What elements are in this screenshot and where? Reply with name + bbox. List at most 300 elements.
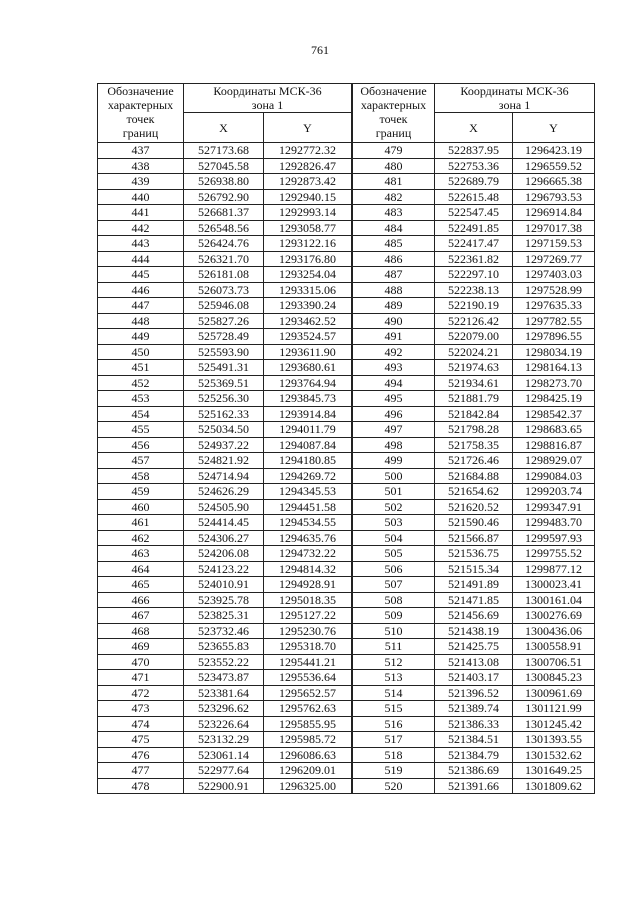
table-row: [353, 685, 595, 701]
y-coordinate-cell: 1293914.84: [264, 406, 352, 422]
y-coordinate-cell: 1300845.23: [513, 670, 595, 686]
point-number-cell: 516: [353, 716, 435, 732]
table-row: [353, 391, 595, 407]
x-coordinate-cell: 522900.91: [184, 778, 264, 794]
table-row: [98, 422, 352, 438]
y-coordinate-cell: 1299597.93: [513, 530, 595, 546]
y-coordinate-cell: 1293764.94: [264, 375, 352, 391]
table-row: [353, 654, 595, 670]
table-row: [353, 158, 595, 174]
point-number-cell: 461: [98, 515, 184, 531]
table-row: [98, 747, 352, 763]
table-row: [98, 189, 352, 205]
x-coordinate-cell: 527045.58: [184, 158, 264, 174]
x-coordinate-cell: 521384.51: [435, 732, 513, 748]
table-row: [353, 670, 595, 686]
y-coordinate-cell: 1301393.55: [513, 732, 595, 748]
y-coordinate-cell: 1301245.42: [513, 716, 595, 732]
table-row: [98, 530, 352, 546]
x-coordinate-cell: 522079.00: [435, 329, 513, 345]
y-coordinate-cell: 1292873.42: [264, 174, 352, 190]
point-number-cell: 507: [353, 577, 435, 593]
point-number-cell: 517: [353, 732, 435, 748]
point-number-cell: 463: [98, 546, 184, 562]
y-coordinate-cell: 1297635.33: [513, 298, 595, 314]
y-coordinate-cell: 1300023.41: [513, 577, 595, 593]
x-coordinate-cell: 521403.17: [435, 670, 513, 686]
point-number-cell: 450: [98, 344, 184, 360]
y-coordinate-cell: 1300161.04: [513, 592, 595, 608]
point-number-cell: 449: [98, 329, 184, 345]
y-coordinate-cell: 1293254.04: [264, 267, 352, 283]
x-coordinate-cell: 521386.33: [435, 716, 513, 732]
y-coordinate-cell: 1292940.15: [264, 189, 352, 205]
x-coordinate-cell: 522297.10: [435, 267, 513, 283]
x-column-header: X: [435, 113, 513, 143]
table-row: [98, 329, 352, 345]
point-number-cell: 481: [353, 174, 435, 190]
x-coordinate-cell: 526424.76: [184, 236, 264, 252]
point-number-cell: 468: [98, 623, 184, 639]
y-coordinate-cell: 1295318.70: [264, 639, 352, 655]
point-number-cell: 439: [98, 174, 184, 190]
table-row: [98, 654, 352, 670]
point-number-cell: 438: [98, 158, 184, 174]
point-number-cell: 444: [98, 251, 184, 267]
y-coordinate-cell: 1294180.85: [264, 453, 352, 469]
y-coordinate-cell: 1298164.13: [513, 360, 595, 376]
x-coordinate-cell: 521726.46: [435, 453, 513, 469]
x-coordinate-cell: 523226.64: [184, 716, 264, 732]
x-coordinate-cell: 522190.19: [435, 298, 513, 314]
table-row: [353, 639, 595, 655]
y-coordinate-cell: 1295652.57: [264, 685, 352, 701]
x-coordinate-cell: 521536.75: [435, 546, 513, 562]
x-coordinate-cell: 524505.90: [184, 499, 264, 515]
table-row: [98, 282, 352, 298]
y-coordinate-cell: 1294451.58: [264, 499, 352, 515]
point-number-cell: 515: [353, 701, 435, 717]
x-coordinate-cell: 522417.47: [435, 236, 513, 252]
x-coordinate-cell: 523381.64: [184, 685, 264, 701]
table-row: [98, 158, 352, 174]
point-number-cell: 469: [98, 639, 184, 655]
y-coordinate-cell: 1297896.55: [513, 329, 595, 345]
point-number-cell: 462: [98, 530, 184, 546]
table-row: [98, 220, 352, 236]
y-coordinate-cell: 1298425.19: [513, 391, 595, 407]
point-number-cell: 512: [353, 654, 435, 670]
point-number-cell: 455: [98, 422, 184, 438]
x-coordinate-cell: 525491.31: [184, 360, 264, 376]
point-number-cell: 500: [353, 468, 435, 484]
y-coordinate-cell: 1293315.06: [264, 282, 352, 298]
x-coordinate-cell: 522361.82: [435, 251, 513, 267]
point-number-cell: 478: [98, 778, 184, 794]
point-number-cell: 447: [98, 298, 184, 314]
point-number-cell: 511: [353, 639, 435, 655]
table-row: [353, 329, 595, 345]
x-coordinate-cell: 523473.87: [184, 670, 264, 686]
point-number-cell: 520: [353, 778, 435, 794]
point-number-cell: 476: [98, 747, 184, 763]
table-row: [98, 546, 352, 562]
x-coordinate-cell: 521654.62: [435, 484, 513, 500]
y-coordinate-cell: 1299347.91: [513, 499, 595, 515]
point-number-cell: 485: [353, 236, 435, 252]
left-table-body: [98, 143, 352, 794]
table-row: [353, 406, 595, 422]
y-coordinate-cell: 1299877.12: [513, 561, 595, 577]
point-number-cell: 505: [353, 546, 435, 562]
table-row: [98, 205, 352, 221]
y-coordinate-cell: 1297159.53: [513, 236, 595, 252]
point-number-cell: 510: [353, 623, 435, 639]
y-coordinate-cell: 1297017.38: [513, 220, 595, 236]
x-coordinate-cell: 521384.79: [435, 747, 513, 763]
y-coordinate-cell: 1292826.47: [264, 158, 352, 174]
y-coordinate-cell: 1298273.70: [513, 375, 595, 391]
point-number-cell: 442: [98, 220, 184, 236]
point-number-cell: 460: [98, 499, 184, 515]
table-row: [98, 298, 352, 314]
table-row: [98, 251, 352, 267]
table-row: [353, 298, 595, 314]
table-row: [98, 763, 352, 779]
y-coordinate-cell: 1298929.07: [513, 453, 595, 469]
y-coordinate-cell: 1294928.91: [264, 577, 352, 593]
y-coordinate-cell: 1299203.74: [513, 484, 595, 500]
y-coordinate-cell: 1297782.55: [513, 313, 595, 329]
point-number-cell: 480: [353, 158, 435, 174]
table-row: [98, 670, 352, 686]
x-coordinate-cell: 525593.90: [184, 344, 264, 360]
x-coordinate-cell: 523732.46: [184, 623, 264, 639]
point-number-cell: 451: [98, 360, 184, 376]
point-number-cell: 491: [353, 329, 435, 345]
table-row: [98, 267, 352, 283]
x-coordinate-cell: 525034.50: [184, 422, 264, 438]
table-row: [353, 608, 595, 624]
point-number-cell: 446: [98, 282, 184, 298]
y-coordinate-cell: 1293680.61: [264, 360, 352, 376]
x-coordinate-cell: 524206.08: [184, 546, 264, 562]
y-coordinate-cell: 1293462.52: [264, 313, 352, 329]
point-number-cell: 443: [98, 236, 184, 252]
x-coordinate-cell: 524414.45: [184, 515, 264, 531]
y-coordinate-cell: 1292772.32: [264, 143, 352, 159]
y-coordinate-cell: 1293845.73: [264, 391, 352, 407]
x-coordinate-cell: 521798.28: [435, 422, 513, 438]
y-coordinate-cell: 1294087.84: [264, 437, 352, 453]
table-row: [353, 763, 595, 779]
table-row: [353, 282, 595, 298]
point-number-cell: 465: [98, 577, 184, 593]
point-number-cell: 518: [353, 747, 435, 763]
x-coordinate-cell: 521438.19: [435, 623, 513, 639]
table-row: [98, 360, 352, 376]
x-coordinate-cell: 524306.27: [184, 530, 264, 546]
point-label-header: Обозначение характерных точек границ: [98, 84, 184, 143]
table-row: [98, 406, 352, 422]
y-coordinate-cell: 1297528.99: [513, 282, 595, 298]
y-coordinate-cell: 1299755.52: [513, 546, 595, 562]
table-row: [98, 453, 352, 469]
table-row: [353, 143, 595, 159]
y-coordinate-cell: 1301809.62: [513, 778, 595, 794]
page-number: 761: [311, 43, 329, 57]
table-row: [98, 623, 352, 639]
table-row: [98, 313, 352, 329]
table-row: [353, 251, 595, 267]
y-coordinate-cell: 1298683.65: [513, 422, 595, 438]
y-coordinate-cell: 1294534.55: [264, 515, 352, 531]
x-coordinate-cell: 521396.52: [435, 685, 513, 701]
table-row: [98, 437, 352, 453]
x-coordinate-cell: 526792.90: [184, 189, 264, 205]
y-coordinate-cell: 1294635.76: [264, 530, 352, 546]
coordinates-table-right: [352, 83, 595, 794]
point-number-cell: 453: [98, 391, 184, 407]
y-coordinate-cell: 1301121.99: [513, 701, 595, 717]
point-number-cell: 498: [353, 437, 435, 453]
x-coordinate-cell: 521566.87: [435, 530, 513, 546]
coordinate-system-header: Координаты МСК-36 зона 1: [184, 84, 352, 113]
point-number-cell: 472: [98, 685, 184, 701]
y-coordinate-cell: 1296325.00: [264, 778, 352, 794]
table-row: [353, 375, 595, 391]
point-number-cell: 493: [353, 360, 435, 376]
point-number-cell: 509: [353, 608, 435, 624]
table-row: [98, 391, 352, 407]
x-coordinate-cell: 524010.91: [184, 577, 264, 593]
y-coordinate-cell: 1297269.77: [513, 251, 595, 267]
x-column-header: X: [184, 113, 264, 143]
point-number-cell: 458: [98, 468, 184, 484]
y-coordinate-cell: 1298034.19: [513, 344, 595, 360]
point-number-cell: 488: [353, 282, 435, 298]
point-number-cell: 501: [353, 484, 435, 500]
y-coordinate-cell: 1295985.72: [264, 732, 352, 748]
y-coordinate-cell: 1301649.25: [513, 763, 595, 779]
x-coordinate-cell: 525256.30: [184, 391, 264, 407]
x-coordinate-cell: 521515.34: [435, 561, 513, 577]
x-coordinate-cell: 523655.83: [184, 639, 264, 655]
point-number-cell: 459: [98, 484, 184, 500]
point-number-cell: 471: [98, 670, 184, 686]
point-number-cell: 497: [353, 422, 435, 438]
table-row: [353, 732, 595, 748]
point-number-cell: 457: [98, 453, 184, 469]
x-coordinate-cell: 521391.66: [435, 778, 513, 794]
table-row: [353, 778, 595, 794]
table-row: [98, 174, 352, 190]
y-coordinate-cell: 1293611.90: [264, 344, 352, 360]
table-row: [353, 701, 595, 717]
table-row: [353, 360, 595, 376]
point-number-cell: 494: [353, 375, 435, 391]
point-number-cell: 506: [353, 561, 435, 577]
x-coordinate-cell: 526073.73: [184, 282, 264, 298]
x-coordinate-cell: 526681.37: [184, 205, 264, 221]
point-number-cell: 502: [353, 499, 435, 515]
table-row: [98, 716, 352, 732]
x-coordinate-cell: 525162.33: [184, 406, 264, 422]
y-coordinate-cell: 1300436.06: [513, 623, 595, 639]
x-coordinate-cell: 523925.78: [184, 592, 264, 608]
right-table-body: [353, 143, 595, 794]
table-row: [98, 685, 352, 701]
table-row: [98, 468, 352, 484]
point-number-cell: 513: [353, 670, 435, 686]
point-number-cell: 486: [353, 251, 435, 267]
x-coordinate-cell: 524626.29: [184, 484, 264, 500]
y-coordinate-cell: 1296793.53: [513, 189, 595, 205]
x-coordinate-cell: 523296.62: [184, 701, 264, 717]
x-coordinate-cell: 521425.75: [435, 639, 513, 655]
x-coordinate-cell: 523825.31: [184, 608, 264, 624]
y-coordinate-cell: 1293122.16: [264, 236, 352, 252]
table-row: [353, 716, 595, 732]
x-coordinate-cell: 523061.14: [184, 747, 264, 763]
table-row: [98, 732, 352, 748]
y-coordinate-cell: 1295441.21: [264, 654, 352, 670]
point-number-cell: 508: [353, 592, 435, 608]
y-coordinate-cell: 1299084.03: [513, 468, 595, 484]
y-coordinate-cell: 1296086.63: [264, 747, 352, 763]
table-row: [353, 205, 595, 221]
table-row: [353, 515, 595, 531]
y-coordinate-cell: 1301532.62: [513, 747, 595, 763]
y-coordinate-cell: 1295536.64: [264, 670, 352, 686]
table-row: [353, 577, 595, 593]
x-coordinate-cell: 525369.51: [184, 375, 264, 391]
point-number-cell: 492: [353, 344, 435, 360]
table-row: [98, 143, 352, 159]
x-coordinate-cell: 527173.68: [184, 143, 264, 159]
x-coordinate-cell: 521491.89: [435, 577, 513, 593]
x-coordinate-cell: 522491.85: [435, 220, 513, 236]
point-number-cell: 504: [353, 530, 435, 546]
x-coordinate-cell: 524714.94: [184, 468, 264, 484]
x-coordinate-cell: 522238.13: [435, 282, 513, 298]
table-row: [353, 747, 595, 763]
x-coordinate-cell: 526548.56: [184, 220, 264, 236]
table-row: [353, 437, 595, 453]
table-row: [353, 468, 595, 484]
y-coordinate-cell: 1293058.77: [264, 220, 352, 236]
point-number-cell: 482: [353, 189, 435, 205]
point-number-cell: 456: [98, 437, 184, 453]
table-row: [353, 561, 595, 577]
x-coordinate-cell: 524937.22: [184, 437, 264, 453]
x-coordinate-cell: 521620.52: [435, 499, 513, 515]
y-coordinate-cell: 1296665.38: [513, 174, 595, 190]
table-row: [353, 499, 595, 515]
y-coordinate-cell: 1298816.87: [513, 437, 595, 453]
x-coordinate-cell: 522126.42: [435, 313, 513, 329]
table-row: [98, 608, 352, 624]
point-number-cell: 496: [353, 406, 435, 422]
point-number-cell: 477: [98, 763, 184, 779]
x-coordinate-cell: 521413.08: [435, 654, 513, 670]
y-coordinate-cell: 1295855.95: [264, 716, 352, 732]
y-coordinate-cell: 1296914.84: [513, 205, 595, 221]
table-row: [353, 313, 595, 329]
x-coordinate-cell: 525728.49: [184, 329, 264, 345]
x-coordinate-cell: 521758.35: [435, 437, 513, 453]
table-row: [353, 189, 595, 205]
x-coordinate-cell: 522615.48: [435, 189, 513, 205]
table-row: [98, 515, 352, 531]
x-coordinate-cell: 523552.22: [184, 654, 264, 670]
table-row: [353, 592, 595, 608]
point-number-cell: 484: [353, 220, 435, 236]
y-coordinate-cell: 1294732.22: [264, 546, 352, 562]
point-number-cell: 489: [353, 298, 435, 314]
x-coordinate-cell: 522977.64: [184, 763, 264, 779]
y-coordinate-cell: 1297403.03: [513, 267, 595, 283]
point-label-header: Обозначение характерных точек границ: [353, 84, 435, 143]
y-coordinate-cell: 1293390.24: [264, 298, 352, 314]
point-number-cell: 445: [98, 267, 184, 283]
table-row: [98, 375, 352, 391]
table-row: [353, 453, 595, 469]
y-coordinate-cell: 1298542.37: [513, 406, 595, 422]
x-coordinate-cell: 525827.26: [184, 313, 264, 329]
point-number-cell: 514: [353, 685, 435, 701]
point-number-cell: 452: [98, 375, 184, 391]
table-row: [98, 344, 352, 360]
x-coordinate-cell: 521456.69: [435, 608, 513, 624]
x-coordinate-cell: 521842.84: [435, 406, 513, 422]
table-row: [353, 267, 595, 283]
x-coordinate-cell: 521684.88: [435, 468, 513, 484]
y-coordinate-cell: 1300276.69: [513, 608, 595, 624]
point-number-cell: 440: [98, 189, 184, 205]
point-number-cell: 490: [353, 313, 435, 329]
point-number-cell: 437: [98, 143, 184, 159]
x-coordinate-cell: 523132.29: [184, 732, 264, 748]
point-number-cell: 474: [98, 716, 184, 732]
y-coordinate-cell: 1299483.70: [513, 515, 595, 531]
x-coordinate-cell: 525946.08: [184, 298, 264, 314]
y-coordinate-cell: 1296559.52: [513, 158, 595, 174]
y-coordinate-cell: 1300558.91: [513, 639, 595, 655]
point-number-cell: 499: [353, 453, 435, 469]
x-coordinate-cell: 526938.80: [184, 174, 264, 190]
y-coordinate-cell: 1300961.69: [513, 685, 595, 701]
y-coordinate-cell: 1294011.79: [264, 422, 352, 438]
table-row: [98, 561, 352, 577]
y-column-header: Y: [513, 113, 595, 143]
table-row: [353, 546, 595, 562]
y-coordinate-cell: 1296209.01: [264, 763, 352, 779]
table-row: [98, 592, 352, 608]
y-coordinate-cell: 1292993.14: [264, 205, 352, 221]
y-coordinate-cell: 1295018.35: [264, 592, 352, 608]
x-coordinate-cell: 521881.79: [435, 391, 513, 407]
table-row: [98, 639, 352, 655]
table-row: [98, 778, 352, 794]
x-coordinate-cell: 526181.08: [184, 267, 264, 283]
x-coordinate-cell: 521386.69: [435, 763, 513, 779]
x-coordinate-cell: 522547.45: [435, 205, 513, 221]
table-row: [353, 530, 595, 546]
x-coordinate-cell: 521471.85: [435, 592, 513, 608]
y-coordinate-cell: 1294345.53: [264, 484, 352, 500]
y-coordinate-cell: 1294814.32: [264, 561, 352, 577]
